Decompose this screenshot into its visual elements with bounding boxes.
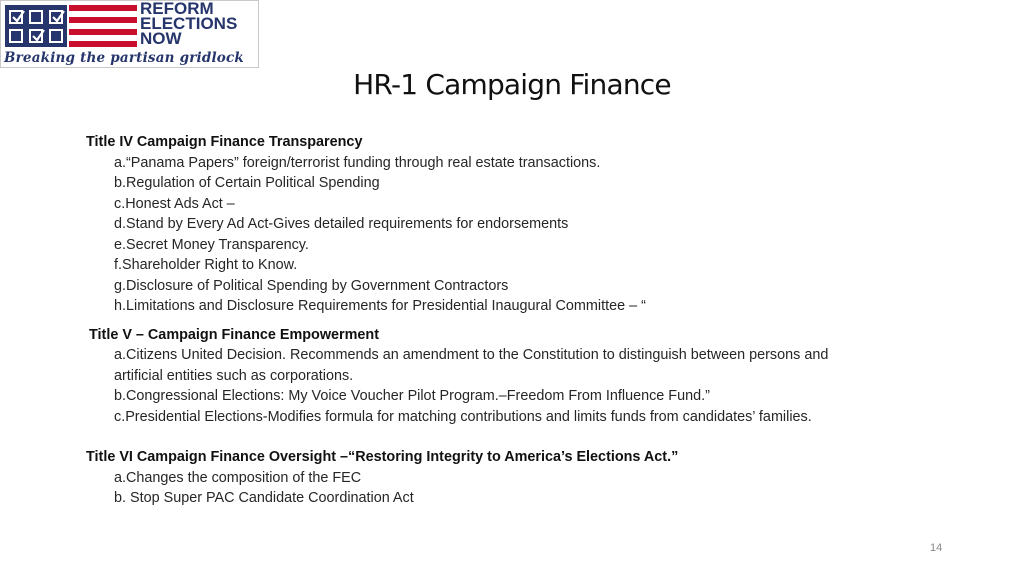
list-item: e.Secret Money Transparency. (114, 236, 309, 253)
logo-wordmark: REFORM ELECTIONS NOW (140, 0, 238, 48)
list-item: c.Honest Ads Act – (114, 195, 235, 212)
section-title-iv (86, 132, 986, 317)
list-item: b. Stop Super PAC Candidate Coordination Act (114, 490, 414, 506)
section-heading: Title VI Campaign Finance Oversight –“Restoring Integrity to America’s Elections Act.” (86, 449, 679, 465)
list-item: a.“Panama Papers” foreign/terrorist funding through real estate transactions. (114, 154, 601, 171)
slide-body (86, 132, 986, 509)
section-heading: Title V – Campaign Finance Empowerment (89, 326, 380, 343)
list-item: c.Presidential Elections-Modifies formula for matching contributions and limits funds from candidates’ families. (114, 408, 812, 425)
list-item: b.Congressional Elections: My Voice Voucher Pilot Program.–Freedom From Influence Fund.” (114, 388, 710, 404)
list-item: a.Changes the composition of the FEC (114, 469, 362, 486)
checkbox-ballot-icon (5, 5, 67, 47)
list-item: b.Regulation of Certain Political Spending (114, 175, 380, 191)
list-item: a.Citizens United Decision. Recommends an amendment to the Constitution to distinguish between persons and (114, 347, 829, 363)
section-title-v (86, 325, 986, 428)
reform-elections-now-logo (0, 0, 259, 68)
list-item: f.Shareholder Right to Know. (114, 257, 298, 273)
section-title-vi (86, 447, 986, 509)
logo-tagline: Breaking the partisan gridlock (4, 50, 244, 66)
flag-stripes (69, 5, 137, 47)
list-item: g.Disclosure of Political Spending by Government Contractors (114, 277, 509, 294)
section-heading: Title IV Campaign Finance Transparency (86, 134, 363, 150)
list-item: artificial entities such as corporations. (114, 367, 354, 384)
list-item: h.Limitations and Disclosure Requirements for Presidential Inaugural Committee – “ (114, 298, 646, 314)
list-item: d.Stand by Every Ad Act-Gives detailed requirements for endorsements (114, 216, 569, 232)
page-number: 14 (930, 542, 943, 554)
slide-title: HR-1 Campaign Finance (353, 68, 671, 101)
